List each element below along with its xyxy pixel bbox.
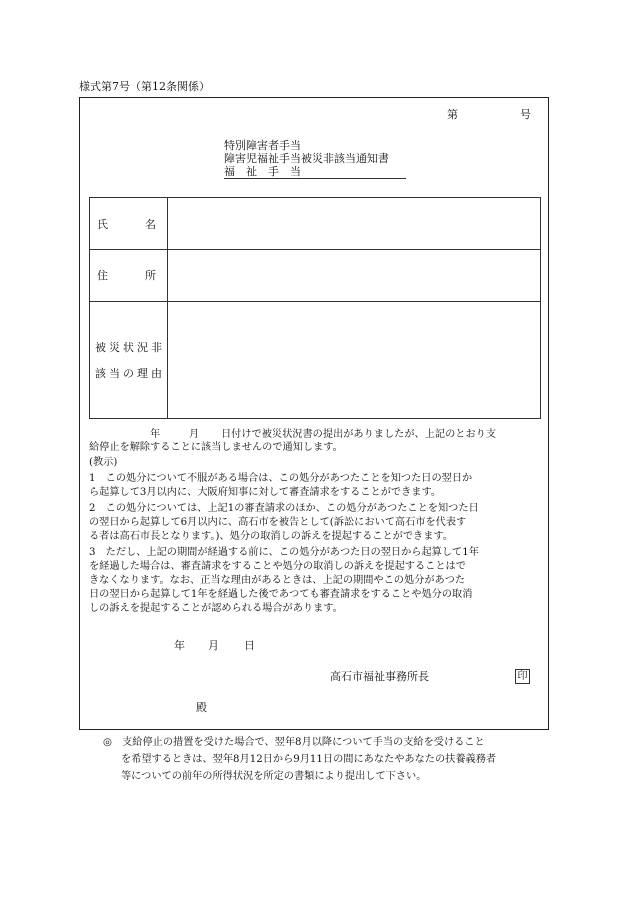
instruction-line: きなくなります。なお、正当な理由があるときは、上記の期間やこの処分があつた — [89, 575, 466, 586]
instruction-heading: (教示) — [89, 457, 118, 468]
issuer: 高石市福祉事務所長 — [330, 670, 429, 683]
footnote-line: ◎ 支給停止の措置を受けた場合で、翌年8月以降について手当の支給を受けること — [103, 737, 485, 748]
form-id: 様式第7号（第12条関係） — [79, 80, 210, 93]
reason-label-line-2: 該当の理由 — [95, 367, 165, 380]
footnote-line: を希望するときは、翌年8月12日から9月11日の間にあなたやあなたの扶養義務者 — [121, 754, 497, 765]
date-day: 日 — [244, 639, 255, 652]
notice-line-1: 日付けで被災状況書の提出がありましたが、上記のとおり支 — [221, 429, 497, 440]
title-underline — [224, 178, 406, 179]
instruction-line: 2 この処分については、上記1の審査請求のほか、この処分があつたことを知つた日 — [89, 503, 479, 514]
table-row-divider-1 — [89, 249, 541, 250]
instruction-line: を経過した場合は、審査請求をすることや処分の取消しの訴えを提起することはで — [89, 561, 466, 572]
title-line-3: 福 祉 手 当 — [224, 165, 301, 178]
instruction-line: 3 ただし、上記の期間が経過する前に、この処分があつた日の翌日から起算して1年 — [89, 547, 479, 558]
footnote-line: 等についての前年の所得状況を所定の書類により提出して下さい。 — [121, 771, 427, 782]
notice-year: 年 — [150, 429, 161, 440]
instruction-line: しの訴えを提起することが認められる場合があります。 — [89, 603, 343, 614]
name-label: 氏 名 — [97, 218, 157, 231]
date-year: 年 — [174, 639, 185, 652]
instruction-line: 1 この処分について不服がある場合は、この処分があつたことを知つた日の翌日か — [89, 473, 473, 484]
table-column-divider — [167, 197, 168, 419]
title-line-2: 障害児福祉手当被災非該当通知書 — [224, 152, 389, 165]
table-row-divider-2 — [89, 301, 541, 302]
number-dai: 第 — [447, 108, 458, 121]
reason-label-line-1: 被災状況非 — [95, 341, 165, 354]
notice-line-2: 給停止を解除することに該当しませんので通知します。 — [89, 442, 343, 453]
instruction-line: 日の翌日から起算して1年を経過した後であつても審査請求をすることや処分の取消 — [89, 589, 473, 600]
address-label: 住 所 — [97, 269, 157, 282]
instruction-line: る者は高石市長となります。)、処分の取消しの訴えを提起することができます。 — [89, 531, 453, 542]
notice-month: 月 — [189, 429, 200, 440]
number-go: 号 — [520, 108, 531, 121]
title-line-1: 特別障害者手当 — [224, 139, 301, 152]
instruction-line: の翌日から起算して6月以内に、高石市を被告として(訴訟において高石市を代表す — [89, 517, 467, 528]
addressee-suffix: 殿 — [196, 701, 207, 714]
date-month: 月 — [208, 639, 219, 652]
instruction-line: ら起算して3月以内に、大阪府知事に対して審査請求をすることができます。 — [89, 487, 442, 498]
seal-mark: 印 — [515, 669, 530, 684]
